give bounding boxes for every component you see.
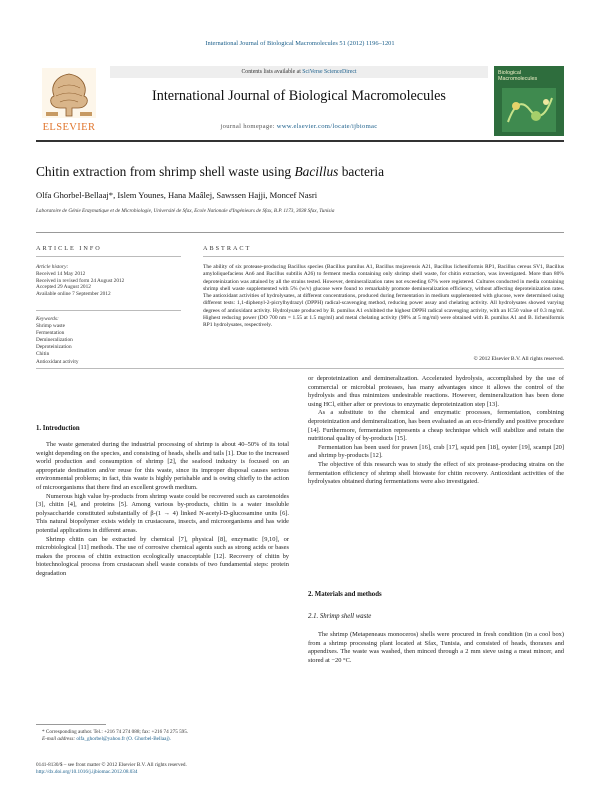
history-item: Accepted 29 August 2012	[36, 284, 91, 291]
banner-divider	[36, 140, 564, 142]
publisher-wordmark: ELSEVIER	[42, 122, 96, 133]
keyword: Fermentation	[36, 330, 65, 337]
journal-name: International Journal of Biological Macromolecules	[152, 88, 446, 104]
copyright-notice: © 2012 Elsevier B.V. All rights reserved.	[473, 356, 564, 362]
cover-molecule-icon	[502, 88, 556, 132]
article-info-heading: ARTICLE INFO	[36, 245, 102, 252]
author-list: Olfa Ghorbel-Bellaaj*, Islem Younes, Hana Maâlej, Sawssen Hajji, Moncef Nasri	[36, 190, 318, 200]
article-title-main: Chitin extraction from shrimp shell waste using	[36, 164, 295, 179]
journal-cover-image	[494, 66, 564, 136]
email-note	[36, 736, 289, 743]
body-paragraph: or deproteinization and demineralization. Accelerated hydrolysis, accomplished by the use of commercial or microbial proteases, has many advantages since it allows the control of the hydrolysis and thus minimizes undesirable reactions. However, demineralization has been done using HCl, either after or previous to enzymatic deproteinization step [13].	[308, 375, 564, 408]
section-heading-materials-methods: 2. Materials and methods	[308, 591, 382, 598]
contents-prefix: Contents lists available at	[241, 69, 303, 75]
keyword: Shrimp waste	[36, 323, 65, 330]
issn-line: 0141-8130/$ – see front matter © 2012 Elsevier B.V. All rights reserved.	[36, 762, 187, 768]
body-paragraph: As a substitute to the chemical and enzymatic processes, fermentation, combining deproteinization and demineralization, has been evaluated as an eco-friendly and positive procedure [14]. Furthermore, fermentation represents a cheap technique which will stabilize and retain the nutritional quality of by-products [15].	[308, 409, 564, 443]
history-item: Available online 7 September 2012	[36, 291, 111, 298]
publication-info	[36, 762, 289, 776]
subsection-heading-shrimp-waste: 2.1. Shrimp shell waste	[308, 613, 372, 620]
article-title-end: bacteria	[338, 164, 385, 179]
email-label: E-mail address:	[42, 736, 77, 743]
article-title	[36, 164, 564, 180]
keyword: Deproteinization	[36, 344, 72, 351]
keywords-divider	[36, 310, 181, 311]
journal-banner	[36, 66, 564, 136]
abstract-divider	[203, 256, 564, 257]
journal-homepage	[110, 123, 488, 130]
history-item: Received in revised form 24 August 2012	[36, 277, 125, 284]
sciencedirect-link[interactable]: SciVerse ScienceDirect	[302, 69, 357, 75]
history-label: Article history:	[36, 264, 69, 270]
footnote-divider	[36, 724, 106, 725]
article-history	[36, 264, 181, 298]
keyword: Antioxidant activity	[36, 358, 79, 365]
body-paragraph: Fermentation has been used for prawn [16], crab [17], squid pen [18], oyster [19], scampi [20] and shrimp by-products [12].	[308, 443, 564, 460]
body-paragraph: Numerous high value by-products from shrimp waste could be recovered such as carotenoides [3], chitin [4], and proteins [5]. Among various by-products, chitin is a water insoluble polysaccharide constituted substantially of β-(1 → 4) linked N-acetyl-D-glucosamine units [6]. This natural biopolymer exists widely in crustaceans, insects, and microorganisms and has wide potential applications in different areas.	[36, 492, 289, 534]
contents-bar	[110, 66, 488, 78]
body-paragraph: The waste generated during the industrial processing of shrimp is about 40–50% of its total weight depending on the species, and consisting of heads, shells and tails [1]. Due to the increased world production and consumption of shrimp [2], the seafood industry is focused on an appropriate destination and/or reuse for this waste, since its improper disposal causes serious environmental problems; in fact, this waste is highly perishable and is owing chiefly to the action of microorganisms that there find an excellent growth medium.	[36, 441, 289, 491]
homepage-prefix: journal homepage:	[220, 123, 277, 130]
keywords	[36, 316, 181, 366]
affiliation: Laboratoire de Génie Enzymatique et de Microbiologie, Université de Sfax, Ecole Nationale d'Ingénieurs de Sfax, B.P. 1173, 3038 Sfax, Tunisia	[36, 208, 335, 214]
homepage-link[interactable]: www.elsevier.com/locate/ijbiomac	[276, 123, 378, 130]
article-info-divider	[36, 256, 181, 257]
title-divider	[36, 232, 564, 233]
elsevier-logo	[36, 66, 102, 136]
abstract-bottom-divider	[36, 368, 564, 369]
shrimp-waste-text	[308, 631, 564, 665]
body-paragraph: The shrimp (Metapeneaus monoceros) shells were procured in fresh condition (in a cool box) from a shrimp processing plant located at Sfax, Tunisia, and consisted of heads, thoraxes and appendixes. The waste was washed, then minced through a 2 mm sieve using a meat mincer, and stored at −20 °C.	[308, 631, 564, 664]
right-column-text	[308, 375, 564, 487]
email-link[interactable]: olfa_ghorbel@yahoo.fr (O. Ghorbel-Bellaaj).	[76, 736, 171, 743]
article-title-genus: Bacillus	[294, 164, 339, 179]
keyword: Demineralization	[36, 337, 73, 344]
footnotes	[36, 729, 289, 743]
keywords-label: Keywords:	[36, 316, 59, 322]
body-paragraph: The objective of this research was to study the effect of six protease-producing strains on the fermentation efficiency of shrimp shell biowaste for chitin recovery. Antioxidant activities of the hydrolysates obtained during fermentations were also investigated.	[308, 460, 564, 486]
body-paragraph: Shrimp chitin can be extracted by chemical [7], physical [8], enzymatic [9,10], or microbiological [11] methods. The use of corrosive chemical agents such as strong acids or bases makes the process of chitin extraction ecologically unacceptable [12]. Recovery of chitin by biotechnological process from crustacean shell waste consists of two fundamental steps: protein degradation	[36, 535, 289, 577]
history-item: Received 14 May 2012	[36, 270, 86, 277]
abstract-text: The ability of six protease-producing Bacillus species (Bacillus pumilus A1, Bacillus mojavensis A21, Bacillus licheniformis RP1, Bacillus cereus SV1, Bacillus amyloliquefaciens An6 and Bacillus subtilis A26) to ferment media containing only shrimp shell waste, for chitin extraction, was investigated. More than 80% deproteinization was attained by all the strains tested. However, demineralization rates not exceeding 67% were registered. Cultures conducted in media containing shrimp shell waste supplemented with 5% (w/v) glucose were found to remarkably promote demineralization efficiency, without affecting deproteinization rates. The antioxidant activities of hydrolysates, at different concentrations, produced during fermentation in medium supplemented with glucose, were determined using different tests: 1,1-diphenyl-2-picrylhydrazyl (DPPH) radical-scavenging method, reducing power assay and chelating activity. All hydrolysates showed varying degrees of antioxidant activity. Hydrolysate produced by B. pumilus A1 exhibited the highest DPPH radical scavenging activity, with an IC50 value of 0.3 mg/ml. Highest reducing power (DO 700 nm = 1.55 at 1.5 mg/ml) and metal chelating activity (98% at 5 mg/ml) were obtained with B. pumilus A1 and B. licheniformis RP1 hydrolysates, respectively.	[203, 264, 564, 329]
abstract-heading: ABSTRACT	[203, 245, 252, 252]
journal-header-center	[110, 66, 488, 136]
journal-citation[interactable]: International Journal of Biological Macromolecules 51 (2012) 1196–1201	[205, 40, 395, 47]
section-heading-introduction: 1. Introduction	[36, 425, 80, 432]
keyword: Chitin	[36, 351, 50, 358]
corresponding-author-note: * Corresponding author. Tel.: +216 74 274 088; fax: +216 74 275 595.	[42, 729, 189, 735]
cover-title: Biological Macromolecules	[498, 70, 538, 82]
doi-link[interactable]: http://dx.doi.org/10.1016/j.ijbiomac.2012.08.034	[36, 769, 138, 776]
elsevier-tree-icon	[42, 68, 96, 118]
